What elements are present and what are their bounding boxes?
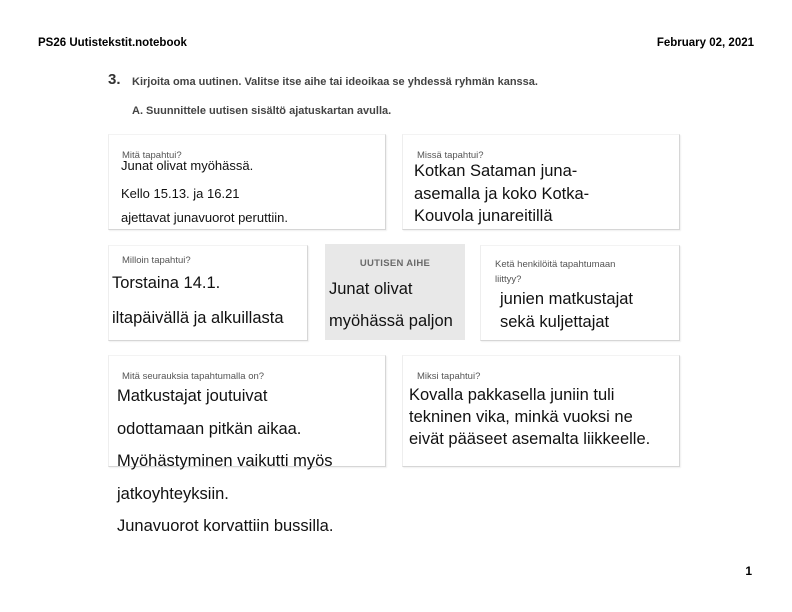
consequences-line-2: odottamaan pitkän aikaa. <box>117 420 302 438</box>
task-subinstruction: A. Suunnittele uutisen sisältö ajatuskartan avulla. <box>132 105 392 117</box>
who-involved-line-1: junien matkustajat <box>500 290 633 308</box>
news-topic-line-2: myöhässä paljon <box>329 312 453 330</box>
when-happened-line-1: Torstaina 14.1. <box>112 274 221 292</box>
who-involved-label-line-1: Ketä henkilöitä tapahtumaan <box>495 259 616 270</box>
page-number: 1 <box>745 564 752 578</box>
where-happened-line-3: Kouvola junareitillä <box>414 207 553 225</box>
consequences-line-1: Matkustajat joutuivat <box>117 387 268 405</box>
consequences-label: Mitä seurauksia tapahtumalla on? <box>122 371 265 382</box>
where-happened-label: Missä tapahtui? <box>417 150 484 161</box>
document-filename: PS26 Uutistekstit.notebook <box>38 37 187 49</box>
why-happened-label: Miksi tapahtui? <box>417 371 481 382</box>
what-happened-line-3: ajettavat junavuorot peruttiin. <box>121 210 288 225</box>
consequences-line-4: jatkoyhteyksiin. <box>117 485 229 503</box>
consequences-box <box>108 355 386 467</box>
why-happened-line-1: Kovalla pakkasella juniin tuli <box>409 386 615 404</box>
why-happened-line-2: tekninen vika, minkä vuoksi ne <box>409 408 633 426</box>
task-number: 3. <box>108 71 121 88</box>
task-instruction: Kirjoita oma uutinen. Valitse itse aihe tai ideoikaa se yhdessä ryhmän kanssa. <box>132 76 538 88</box>
news-topic-line-1: Junat olivat <box>329 280 413 298</box>
who-involved-line-2: sekä kuljettajat <box>500 313 610 331</box>
document-date: February 02, 2021 <box>656 37 754 49</box>
where-happened-line-2: asemalla ja koko Kotka- <box>414 185 590 203</box>
news-topic-label: UUTISEN AIHE <box>359 258 431 269</box>
who-involved-label-line-2: liittyy? <box>495 274 522 285</box>
when-happened-line-2: iltapäivällä ja alkuillasta <box>112 309 284 327</box>
what-happened-line-2: Kello 15.13. ja 16.21 <box>121 186 240 201</box>
what-happened-label: Mitä tapahtui? <box>122 150 182 161</box>
what-happened-line-1: Junat olivat myöhässä. <box>121 158 254 173</box>
consequences-line-3: Myöhästyminen vaikutti myös <box>117 452 333 470</box>
where-happened-line-1: Kotkan Sataman juna- <box>414 162 578 180</box>
why-happened-line-3: eivät pääseet asemalta liikkeelle. <box>409 430 651 448</box>
consequences-line-5: Junavuorot korvattiin bussilla. <box>117 517 334 535</box>
when-happened-label: Milloin tapahtui? <box>122 255 191 266</box>
